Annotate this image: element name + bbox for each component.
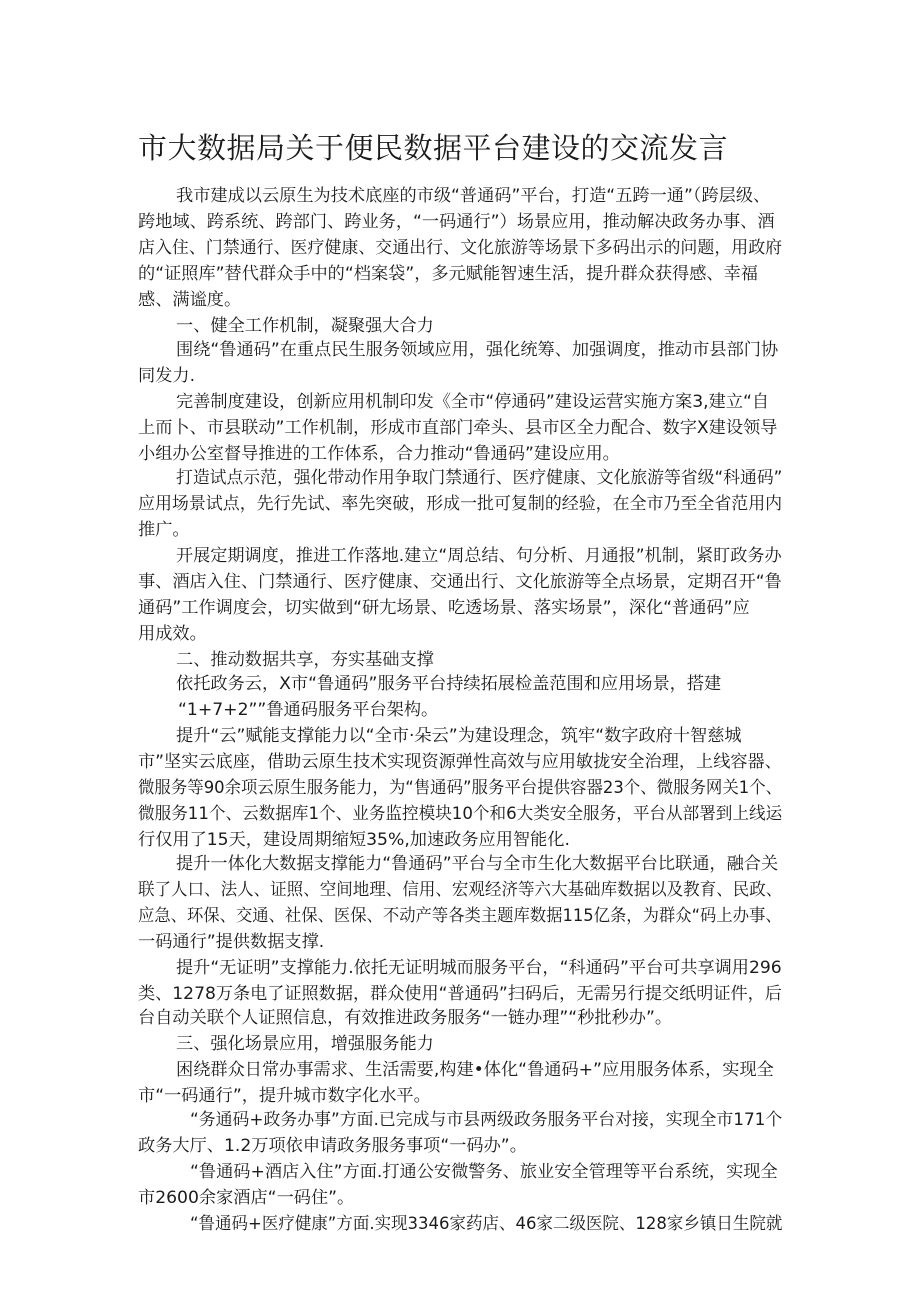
paragraph-line: 应用场景试点，先行先试、率先突破，形成一批可复制的经验，在全市乃至全省范用内 bbox=[138, 494, 783, 514]
paragraph-line: 微服务等90余项云原生服务能力，为“售通码”服务平台提供容器23个、微服务网关1个、 bbox=[138, 778, 783, 798]
paragraph-line: “鲁通码+医疗健康”方面.实现3346家药店、46家二级医院、128家乡镇日生院就 bbox=[190, 1214, 783, 1234]
paragraph-line: 的“证照库”替代群众手中的“档案袋”，多元赋能智速生活，提升群众获得感、幸福 bbox=[138, 264, 758, 284]
paragraph-line: 推广。 bbox=[138, 520, 190, 540]
paragraph-line: 通码”工作调度会，切实做到“研尢场景、吃透场景、落实场景”，深化“普通码”应 bbox=[138, 598, 750, 618]
paragraph-line: 台自动关联个人证照信息，有效推进政务服务“一链办理”“秒批秒办”。 bbox=[138, 1008, 673, 1028]
paragraph-line: 应急、环保、交通、社保、医保、不动产等各类主题库数据115亿条，为群众“码上办事、 bbox=[138, 906, 782, 926]
document-title: 市大数据局关于便民数据平台建设的交流发言 bbox=[138, 131, 729, 165]
paragraph-line: “务通码+政务办事”方面.已完成与市县两级政务服务平台对接，实现全市171个 bbox=[190, 1110, 783, 1130]
paragraph-line: 微服务11个、云数据库1个、业务监控模块10个和6大类安全服务，平台从部署到上线运 bbox=[138, 804, 783, 824]
paragraph-line: “鲁通码+酒店入住”方面.打通公安微警务、旅业安全管理等平台系统，实现全 bbox=[190, 1162, 778, 1182]
paragraph-line: 政务大厅、1.2万项依申请政务服务事项“一码办”。 bbox=[138, 1136, 527, 1156]
paragraph-line: 行仅用了15天，建设周期缩短35%,加速政务应用智能化. bbox=[138, 830, 570, 850]
paragraph-line: 市2600余家酒店“一码住”。 bbox=[138, 1188, 355, 1208]
paragraph-line: 小组办公室督导推进的工作体系，合力推动“鲁通码”建设应用。 bbox=[138, 444, 620, 464]
paragraph-line: 同发力. bbox=[138, 366, 196, 386]
paragraph-line: 市“一码通行”，提升城市数字化水平。 bbox=[138, 1086, 431, 1106]
paragraph-line: 完善制度建设，创新应用机制印发《全市“停通码”建设运营实施方案3,建立“自 bbox=[176, 392, 770, 412]
paragraph-line: 店入住、门禁通行、医疗健康、交通出行、文化旅游等场景下多码出示的问题，用政府 bbox=[138, 238, 783, 258]
paragraph-line: 类、1278万条电了证照数据，群众使用“普通码”扫码后，无需另行提交纸明证件，后 bbox=[138, 984, 782, 1004]
paragraph-line: “1+7+2””鲁通码服务平台架构。 bbox=[178, 700, 439, 720]
paragraph-line: 感、满谧度。 bbox=[138, 290, 242, 310]
paragraph-line: 上而卜、市县联动”工作机制，形成市直部门牵头、县市区全力配合、数字X建设领导 bbox=[138, 418, 778, 438]
paragraph-line: 事、酒店入住、门禁通行、医疗健康、交通出行、文化旅游等全点场景，定期召开“鲁 bbox=[138, 572, 782, 592]
paragraph-line: 提升“云”赋能支撑能力以“全市·朵云”为建设理念，筑牢“数字政府十智慈城 bbox=[176, 726, 742, 746]
paragraph-line: 围绕“鲁通码”在重点民生服务领域应用，强化统筹、加强调度，推动市县部门协 bbox=[176, 340, 779, 360]
paragraph-line: 市”坚实云底座，借助云原生技术实现资源弹性高效与应用敏拢安全治理，上线容器、 bbox=[138, 752, 782, 772]
paragraph-line: 提升一体化大数据支撑能力“鲁通码”平台与全市生化大数据平台比联通，融合关 bbox=[176, 854, 779, 874]
paragraph-line: 一、健全工作机制，凝聚强大合力 bbox=[176, 316, 434, 336]
paragraph-line: 开展定期调度，推进工作落地.建立“周总结、句分析、月通报”机制，紧盯政务办 bbox=[176, 546, 782, 566]
paragraph-line: 一码通行”提供数据支撑. bbox=[138, 932, 325, 952]
paragraph-line: 三、强化场景应用，增强服务能力 bbox=[176, 1034, 434, 1054]
paragraph-line: 打造试点示范，强化带动作用争取门禁通行、医疗健康、文化旅游等省级“科通码” bbox=[176, 468, 783, 488]
paragraph-line: 困绕群众日常办事需求、生活需要,构建•体化“鲁通码+”应用服务体系，实现全 bbox=[176, 1060, 774, 1080]
paragraph-line: 我市建成以云原生为技术底座的市级“普通码”平台，打造“五跨一通”（跨层级、 bbox=[176, 186, 771, 206]
paragraph-line: 依托政务云，X市“鲁通码”服务平台持续拓展检盖范围和应用场景，搭建 bbox=[176, 674, 722, 694]
paragraph-line: 二、推动数据共享，夯实基础支撑 bbox=[176, 650, 434, 670]
paragraph-line: 联了人口、法人、证照、空间地理、信用、宏观经济等六大基础库数据以及教育、民政、 bbox=[138, 880, 783, 900]
paragraph-line: 用成效。 bbox=[138, 624, 207, 644]
paragraph-line: 提升“无证明”支撑能力.依托无证明城而服务平台，“科通码”平台可共享调用296 bbox=[176, 958, 782, 978]
paragraph-line: 跨地域、跨系统、跨部门、跨业务，“一码通行”）场景应用，推动解决政务办事、酒 bbox=[138, 212, 775, 232]
